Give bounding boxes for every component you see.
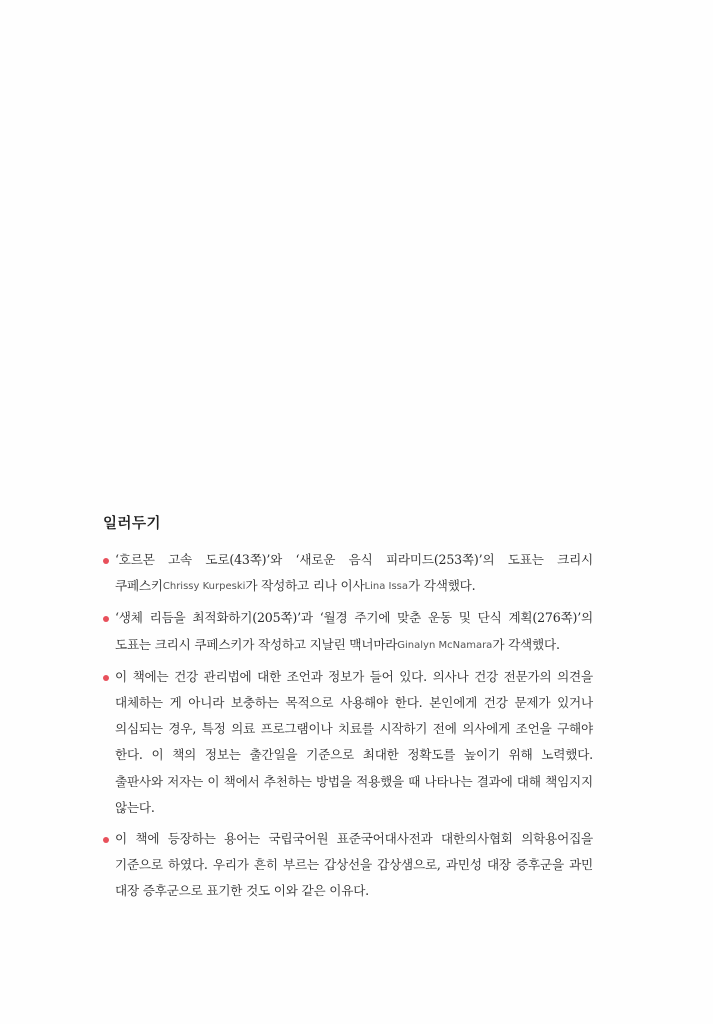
bullet-dot-icon [103, 616, 109, 622]
notes-list [103, 547, 593, 905]
note-text: 가 작성하고 리나 이사 [245, 578, 365, 594]
name-original-ginalyn-mcnamara: Ginalyn McNamara [397, 639, 493, 651]
bullet-dot-icon [103, 558, 109, 564]
editorial-notes [103, 512, 593, 910]
note-text: 이 책에 등장하는 용어는 국립국어원 표준국어대사전과 대한의사협회 의학용어집을 기준으로 하였다. 우리가 흔히 부르는 갑상선을 갑상샘으로, 과민성 대장 증후군을 과민 대장 증후군으로 표기한 것도 이와 같은 이유다. [115, 831, 593, 899]
bullet-dot-icon [103, 837, 109, 843]
note-item-4 [103, 826, 593, 905]
note-item-2 [103, 605, 593, 658]
note-item-1 [103, 547, 593, 600]
name-original-chrissy-kurpeski: Chrissy Kurpeski [162, 581, 246, 593]
bullet-dot-icon [103, 675, 109, 681]
note-text: 가 각색했다. [408, 578, 476, 594]
notes-title: 일러두기 [103, 516, 162, 532]
note-text: 가 각색했다. [492, 636, 560, 652]
name-original-lina-issa: Lina Issa [364, 581, 408, 593]
note-item-3 [103, 664, 593, 821]
note-text: ‘생체 리듬을 최적화하기(205쪽)’과 ‘월경 주기에 맞춘 운동 및 단식 계획(276쪽)’의 도표는 크리시 쿠페스키가 작성하고 지날린 맥너마라 [115, 610, 593, 652]
note-text: ‘호르몬 고속 도로(43쪽)’와 ‘새로운 음식 피라미드(253쪽)’의 도표는 크리시 쿠페스키 [115, 552, 593, 594]
note-text: 이 책에는 건강 관리법에 대한 조언과 정보가 들어 있다. 의사나 건강 전문가의 의견을 대체하는 게 아니라 보충하는 목적으로 사용해야 한다. 본인에게 건강 문제가 있거나 의심되는 경우, 특정 의료 프로그램이나 치료를 시작하기 전에 의사에게 조언을 구해야 한다. 이 책의 정보는 출간일을 기준으로 최대한 정확도를 높이기 위해 노력했다. 출판사와 저자는 이 책에서 추천하는 방법을 적용했을 때 나타나는 결과에 대해 책임지지 않는다. [115, 668, 593, 815]
